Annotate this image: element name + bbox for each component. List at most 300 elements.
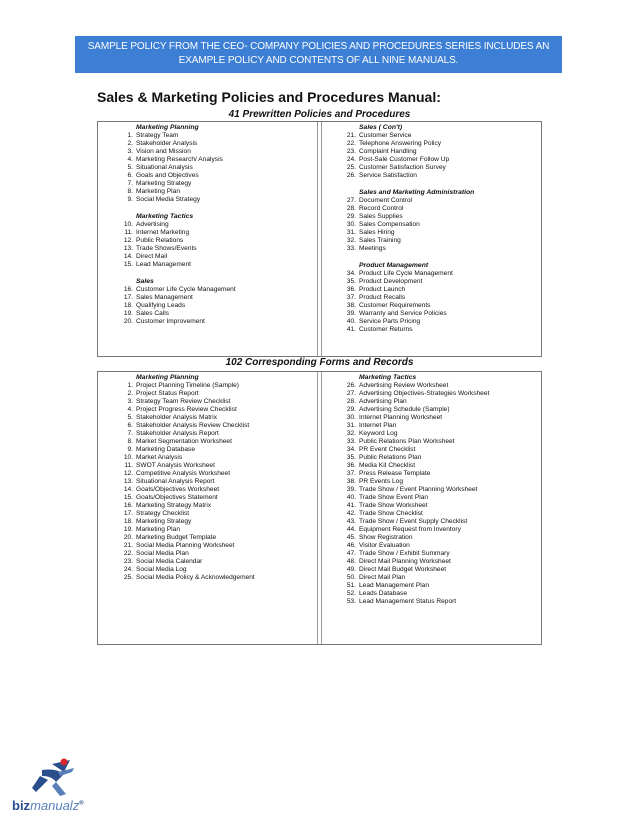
item-label: Social Media Policy & Acknowledgement	[136, 574, 255, 581]
item-number: 49.	[346, 566, 356, 573]
list-item	[339, 318, 474, 326]
item-number: 17.	[123, 510, 133, 517]
item-number: 16.	[123, 286, 133, 293]
item-label: Direct Mail Plan	[359, 574, 406, 581]
item-label: Post-Sale Customer Follow Up	[359, 156, 450, 163]
item-label: Keyword Log	[359, 430, 398, 437]
item-number: 13.	[123, 245, 133, 252]
group-heading: Marketing Tactics	[136, 213, 194, 220]
list-item	[116, 558, 255, 566]
list-item	[116, 318, 236, 326]
list-item	[116, 132, 236, 140]
item-label: Visitor Evaluation	[359, 542, 410, 549]
list-item	[116, 188, 236, 196]
logo-word-light: manualz	[30, 798, 80, 813]
list-item	[116, 302, 236, 310]
item-number: 9.	[127, 446, 133, 453]
list-item	[339, 270, 474, 278]
list-item	[339, 390, 489, 398]
item-number: 41.	[346, 326, 356, 333]
list-item	[339, 462, 489, 470]
item-number: 19.	[123, 526, 133, 533]
item-number: 42.	[346, 510, 356, 517]
list-item	[339, 414, 489, 422]
item-label: Project Progress Review Checklist	[136, 406, 237, 413]
list-item	[339, 310, 474, 318]
item-number: 29.	[346, 213, 356, 220]
group-heading: Sales and Marketing Administration	[359, 189, 475, 196]
item-label: Customer Improvement	[136, 318, 205, 325]
item-number: 29.	[346, 406, 356, 413]
list-item	[339, 478, 489, 486]
item-label: PR Event Checklist	[359, 446, 416, 453]
column-divider	[317, 122, 318, 356]
item-label: Social Media Plan	[136, 550, 189, 557]
column-divider	[321, 122, 322, 356]
banner-line-1: SAMPLE POLICY FROM THE CEO- COMPANY POLICIES AND PROCEDURES SERIES INCLUDES AN	[87, 41, 550, 52]
list-item	[339, 590, 489, 598]
item-number: 38.	[346, 478, 356, 485]
item-label: Trade Shows/Events	[136, 245, 197, 252]
group-spacer	[116, 204, 236, 213]
item-label: Market Analysis	[136, 454, 183, 461]
list-item	[116, 454, 255, 462]
list-item	[339, 406, 489, 414]
list-item	[339, 286, 474, 294]
item-number: 2.	[127, 390, 133, 397]
list-item	[116, 310, 236, 318]
list-item	[116, 406, 255, 414]
list-item	[116, 253, 236, 261]
item-number: 33.	[346, 438, 356, 445]
item-label: Direct Mail Planning Worksheet	[359, 558, 451, 565]
item-label: Social Media Strategy	[136, 196, 201, 203]
item-label: Situational Analysis Report	[136, 478, 215, 485]
item-label: Strategy Team	[136, 132, 179, 139]
item-label: Marketing Plan	[136, 526, 180, 533]
list-item	[116, 422, 255, 430]
item-label: Lead Management Plan	[359, 582, 430, 589]
list-item	[339, 558, 489, 566]
item-number: 52.	[346, 590, 356, 597]
item-label: Customer Requirements	[359, 302, 431, 309]
item-label: Warranty and Service Policies	[359, 310, 447, 317]
list-item	[116, 245, 236, 253]
item-label: Press Release Template	[359, 470, 431, 477]
item-number: 31.	[346, 422, 356, 429]
item-label: Sales Training	[359, 237, 401, 244]
item-number: 47.	[346, 550, 356, 557]
item-label: Internet Plan	[359, 422, 397, 429]
forms-table	[97, 371, 542, 645]
item-number: 13.	[123, 478, 133, 485]
item-number: 5.	[127, 414, 133, 421]
list-item	[339, 534, 489, 542]
list-item	[339, 550, 489, 558]
item-label: Public Relations Plan Worksheet	[359, 438, 455, 445]
list-item	[116, 574, 255, 582]
item-number: 6.	[127, 172, 133, 179]
item-number: 48.	[346, 558, 356, 565]
item-label: Customer Life Cycle Management	[136, 286, 236, 293]
item-number: 8.	[127, 188, 133, 195]
list-item	[116, 518, 255, 526]
item-label: Qualifying Leads	[136, 302, 186, 309]
item-number: 23.	[346, 148, 356, 155]
list-item	[339, 197, 474, 205]
item-number: 50.	[346, 574, 356, 581]
item-label: Strategy Checklist	[136, 510, 190, 517]
item-label: Meetings	[359, 245, 386, 252]
item-label: Stakeholder Analysis Matrix	[136, 414, 217, 421]
item-label: Product Launch	[359, 286, 406, 293]
list-item	[116, 390, 255, 398]
item-number: 26.	[346, 382, 356, 389]
item-label: Leads Database	[359, 590, 408, 597]
list-item	[339, 156, 474, 164]
item-number: 27.	[346, 197, 356, 204]
item-number: 17.	[123, 294, 133, 301]
bizmanualz-logo	[12, 758, 102, 816]
item-number: 7.	[127, 430, 133, 437]
item-label: Stakeholder Analysis Review Checklist	[136, 422, 250, 429]
item-label: Product Development	[359, 278, 423, 285]
item-number: 4.	[127, 406, 133, 413]
policies-heading: 41 Prewritten Policies and Procedures	[228, 109, 411, 120]
list-item	[116, 478, 255, 486]
item-number: 33.	[346, 245, 356, 252]
item-number: 22.	[346, 140, 356, 147]
forms-right-column	[339, 374, 489, 606]
item-label: Trade Show / Event Planning Worksheet	[359, 486, 478, 493]
list-item	[339, 566, 489, 574]
list-item	[116, 237, 236, 245]
item-label: Goals/Objectives Statement	[136, 494, 218, 501]
list-item	[339, 430, 489, 438]
item-label: SWOT Analysis Worksheet	[136, 462, 215, 469]
column-divider	[321, 372, 322, 644]
item-label: Sales Compensation	[359, 221, 420, 228]
item-number: 38.	[346, 302, 356, 309]
item-number: 12.	[123, 237, 133, 244]
item-number: 37.	[346, 294, 356, 301]
item-label: Situational Analysis	[136, 164, 193, 171]
item-label: Product Recalls	[359, 294, 406, 301]
item-number: 23.	[123, 558, 133, 565]
list-item	[116, 446, 255, 454]
list-item	[339, 302, 474, 310]
group-heading: Product Management	[359, 262, 429, 269]
item-number: 51.	[346, 582, 356, 589]
banner-line-2: EXAMPLE POLICY AND CONTENTS OF ALL NINE MANUALS.	[178, 55, 459, 66]
list-item	[339, 582, 489, 590]
logo-figure-icon	[12, 758, 82, 798]
list-item	[116, 221, 236, 229]
item-number: 25.	[346, 164, 356, 171]
item-label: Stakeholder Analysis	[136, 140, 198, 147]
list-item	[116, 229, 236, 237]
list-item	[339, 326, 474, 334]
item-number: 10.	[123, 221, 133, 228]
item-label: Marketing Plan	[136, 188, 180, 195]
list-item	[339, 132, 474, 140]
list-item	[339, 213, 474, 221]
group-heading: Marketing Planning	[136, 374, 199, 381]
item-label: Advertising Plan	[359, 398, 407, 405]
list-item	[339, 237, 474, 245]
item-number: 36.	[346, 286, 356, 293]
item-label: Direct Mail	[136, 253, 168, 260]
item-number: 37.	[346, 470, 356, 477]
item-number: 35.	[346, 454, 356, 461]
forms-heading: 102 Corresponding Forms and Records	[225, 357, 414, 368]
list-item	[116, 566, 255, 574]
item-number: 40.	[346, 494, 356, 501]
item-label: Project Status Report	[136, 390, 199, 397]
item-number: 36.	[346, 462, 356, 469]
list-item	[116, 470, 255, 478]
item-number: 15.	[123, 494, 133, 501]
logo-trademark: ®	[79, 800, 84, 807]
item-label: Marketing Strategy	[136, 518, 192, 525]
item-number: 18.	[123, 518, 133, 525]
list-item	[116, 196, 236, 204]
item-number: 53.	[346, 598, 356, 605]
item-number: 1.	[127, 132, 133, 139]
document-title: Sales & Marketing Policies and Procedures Manual:	[97, 89, 441, 105]
item-label: Social Media Log	[136, 566, 187, 573]
list-item	[116, 286, 236, 294]
item-label: Show Registration	[359, 534, 413, 541]
item-label: Document Control	[359, 197, 413, 204]
item-label: Record Control	[359, 205, 404, 212]
item-number: 25.	[123, 574, 133, 581]
item-label: Service Parts Pricing	[359, 318, 421, 325]
list-item	[339, 510, 489, 518]
item-label: Goals/Objectives Worksheet	[136, 486, 220, 493]
item-label: Lead Management	[136, 261, 191, 268]
item-number: 24.	[346, 156, 356, 163]
item-label: Marketing Strategy	[136, 180, 192, 187]
item-label: Competitive Analysis Worksheet	[136, 470, 231, 477]
item-label: Market Segmentation Worksheet	[136, 438, 232, 445]
item-label: Public Relations	[136, 237, 184, 244]
list-item	[339, 542, 489, 550]
list-item	[116, 294, 236, 302]
item-number: 32.	[346, 237, 356, 244]
item-number: 3.	[127, 398, 133, 405]
list-item	[116, 438, 255, 446]
item-number: 1.	[127, 382, 133, 389]
item-number: 34.	[346, 446, 356, 453]
item-number: 28.	[346, 398, 356, 405]
column-divider	[317, 372, 318, 644]
item-label: Customer Satisfaction Survey	[359, 164, 446, 171]
item-label: Service Satisfaction	[359, 172, 417, 179]
item-label: PR Events Log	[359, 478, 403, 485]
item-label: Stakeholder Analysis Report	[136, 430, 219, 437]
list-item	[116, 398, 255, 406]
item-label: Sales Hiring	[359, 229, 395, 236]
list-item	[339, 148, 474, 156]
list-item	[116, 140, 236, 148]
list-item	[116, 164, 236, 172]
item-number: 7.	[127, 180, 133, 187]
item-number: 46.	[346, 542, 356, 549]
item-number: 27.	[346, 390, 356, 397]
list-item	[339, 229, 474, 237]
list-item	[116, 382, 255, 390]
item-label: Marketing Database	[136, 446, 196, 453]
list-item	[339, 294, 474, 302]
list-item	[339, 438, 489, 446]
item-label: Social Media Planning Worksheet	[136, 542, 235, 549]
list-item	[116, 172, 236, 180]
item-label: Customer Service	[359, 132, 412, 139]
item-number: 3.	[127, 148, 133, 155]
list-item	[116, 502, 255, 510]
list-item	[339, 526, 489, 534]
item-number: 11.	[124, 229, 133, 236]
item-number: 41.	[346, 502, 356, 509]
list-item	[116, 550, 255, 558]
item-label: Strategy Team Review Checklist	[136, 398, 231, 405]
list-item	[116, 156, 236, 164]
item-label: Public Relations Plan	[359, 454, 422, 461]
group-spacer	[116, 269, 236, 278]
list-item	[339, 598, 489, 606]
item-number: 30.	[346, 414, 356, 421]
item-label: Project Planning Timeline (Sample)	[136, 382, 239, 389]
item-number: 43.	[346, 518, 356, 525]
item-number: 24.	[123, 566, 133, 573]
item-label: Lead Management Status Report	[359, 598, 457, 605]
list-item	[116, 462, 255, 470]
list-item	[339, 221, 474, 229]
list-item	[339, 494, 489, 502]
list-item	[116, 486, 255, 494]
item-label: Product Life Cycle Management	[359, 270, 453, 277]
list-item	[339, 164, 474, 172]
policies-table	[97, 121, 542, 357]
list-item	[339, 278, 474, 286]
list-item	[116, 510, 255, 518]
item-number: 12.	[123, 470, 133, 477]
item-number: 6.	[127, 422, 133, 429]
group-spacer	[339, 253, 474, 262]
group-heading: Marketing Tactics	[359, 374, 417, 381]
item-number: 26.	[346, 172, 356, 179]
item-number: 40.	[346, 318, 356, 325]
item-number: 20.	[123, 534, 133, 541]
item-label: Internet Marketing	[136, 229, 190, 236]
item-label: Advertising Review Worksheet	[359, 382, 449, 389]
item-number: 28.	[346, 205, 356, 212]
item-number: 14.	[123, 486, 133, 493]
item-number: 21.	[123, 542, 133, 549]
list-item	[116, 534, 255, 542]
item-number: 30.	[346, 221, 356, 228]
item-number: 44.	[346, 526, 356, 533]
list-item	[339, 446, 489, 454]
group-heading: Sales ( Con't)	[359, 124, 403, 131]
item-number: 9.	[127, 196, 133, 203]
item-number: 11.	[124, 462, 133, 469]
item-label: Sales Management	[136, 294, 193, 301]
item-number: 39.	[346, 310, 356, 317]
item-number: 39.	[346, 486, 356, 493]
item-number: 34.	[346, 270, 356, 277]
list-item	[339, 140, 474, 148]
item-label: Marketing Strategy Matrix	[136, 502, 212, 509]
list-item	[339, 574, 489, 582]
list-item	[116, 430, 255, 438]
item-number: 14.	[123, 253, 133, 260]
item-label: Goals and Objectives	[136, 172, 199, 179]
list-item	[116, 542, 255, 550]
list-item	[339, 422, 489, 430]
item-label: Sales Supplies	[359, 213, 403, 220]
item-label: Trade Show Worksheet	[359, 502, 428, 509]
item-number: 31.	[346, 229, 356, 236]
list-item	[116, 261, 236, 269]
item-number: 21.	[346, 132, 356, 139]
item-number: 45.	[346, 534, 356, 541]
list-item	[116, 148, 236, 156]
group-spacer	[339, 180, 474, 189]
list-item	[339, 245, 474, 253]
item-label: Direct Mail Budget Worksheet	[359, 566, 447, 573]
group-heading: Marketing Planning	[136, 124, 199, 131]
item-label: Customer Returns	[359, 326, 413, 333]
list-item	[339, 382, 489, 390]
item-label: Equipment Request from Inventory	[359, 526, 461, 533]
list-item	[339, 502, 489, 510]
item-number: 19.	[123, 310, 133, 317]
forms-left-column	[116, 374, 255, 582]
list-item	[339, 486, 489, 494]
item-number: 35.	[346, 278, 356, 285]
item-label: Telephone Answering Policy	[359, 140, 442, 147]
item-number: 32.	[346, 430, 356, 437]
item-label: Advertising Objectives-Strategies Worksheet	[359, 390, 490, 397]
group-heading: Sales	[136, 278, 154, 285]
item-label: Trade Show Event Plan	[359, 494, 429, 501]
item-label: Marketing Research/ Analysis	[136, 156, 223, 163]
item-number: 4.	[127, 156, 133, 163]
item-number: 10.	[123, 454, 133, 461]
item-label: Social Media Calendar	[136, 558, 203, 565]
item-label: Trade Show / Exhibit Summary	[359, 550, 450, 557]
policies-right-column	[339, 124, 474, 334]
item-label: Trade Show / Event Supply Checklist	[359, 518, 468, 525]
list-item	[116, 526, 255, 534]
item-number: 8.	[127, 438, 133, 445]
item-label: Marketing Budget Template	[136, 534, 217, 541]
list-item	[339, 205, 474, 213]
item-number: 18.	[123, 302, 133, 309]
list-item	[339, 398, 489, 406]
item-label: Advertising	[136, 221, 169, 228]
list-item	[339, 470, 489, 478]
logo-wordmark	[12, 798, 84, 813]
item-label: Vision and Mission	[136, 148, 191, 155]
item-label: Media Kit Checklist	[359, 462, 416, 469]
item-number: 5.	[127, 164, 133, 171]
item-label: Advertising Schedule (Sample)	[359, 406, 450, 413]
list-item	[116, 180, 236, 188]
item-label: Trade Show Checklist	[359, 510, 423, 517]
